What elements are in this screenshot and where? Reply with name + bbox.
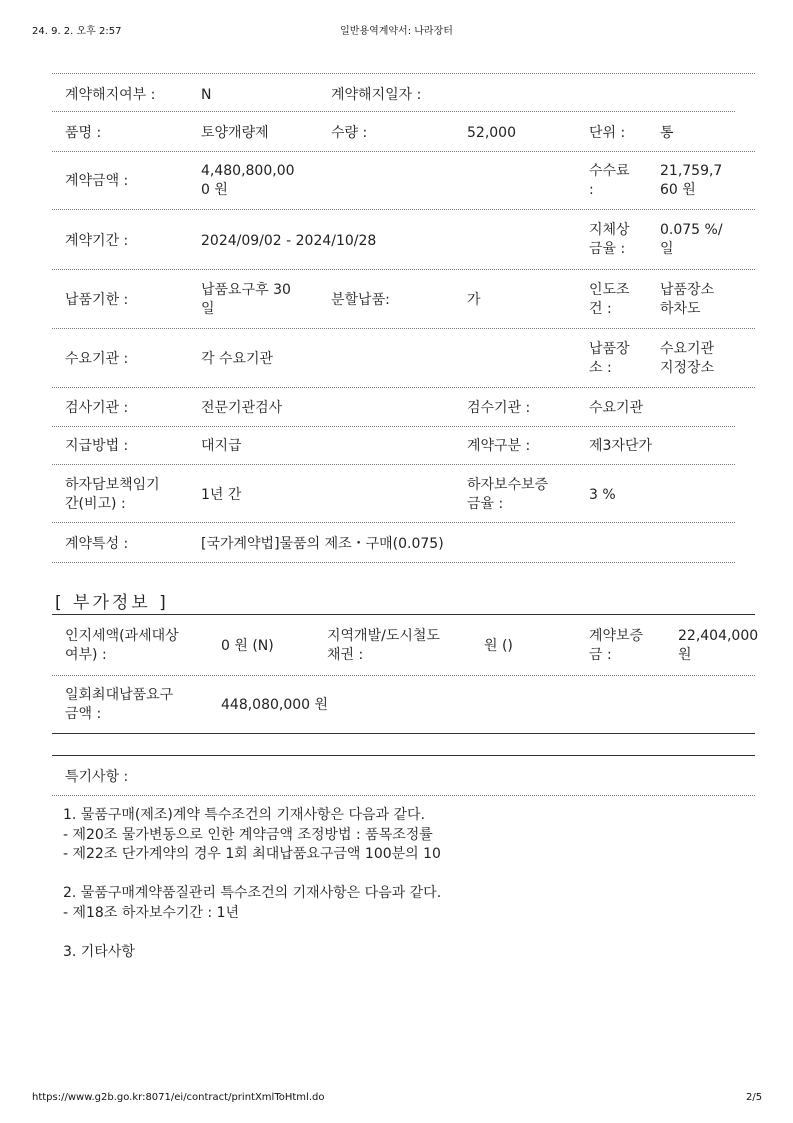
fee-value-line-1: 21,759,7 bbox=[660, 163, 723, 179]
delay-rate-label bbox=[589, 221, 630, 259]
quantity-label: 수량 : bbox=[331, 125, 368, 141]
receive-org-value: 수요기관 bbox=[589, 400, 644, 416]
stamp-tax-value: 0 원 (N) bbox=[221, 638, 274, 654]
row-divider bbox=[52, 464, 735, 465]
row-divider bbox=[52, 151, 755, 152]
fee-label-line-2: : bbox=[589, 182, 594, 198]
row-divider bbox=[52, 209, 755, 210]
partial-delivery-label: 분할납품: bbox=[331, 292, 390, 308]
delivery-deadline-label: 납품기한 : bbox=[65, 292, 129, 308]
warranty-rate-label-line-2: 금율 : bbox=[467, 496, 504, 512]
handover-value-line-2: 하차도 bbox=[660, 301, 701, 317]
row-divider bbox=[52, 562, 735, 563]
guarantee-label-line-1: 계약보증 bbox=[589, 628, 644, 644]
fee-value-line-2: 60 원 bbox=[660, 182, 696, 198]
fee-label-line-1: 수수료 bbox=[589, 163, 630, 179]
contract-type-label: 계약구분 : bbox=[467, 438, 531, 454]
row-divider bbox=[52, 387, 755, 388]
guarantee-value-line-2: 원 bbox=[678, 647, 692, 663]
unit-value: 통 bbox=[660, 125, 674, 141]
delivery-deadline-value bbox=[201, 281, 291, 319]
delivery-place-label bbox=[589, 340, 630, 378]
delay-rate-label-line-2: 금율 : bbox=[589, 241, 626, 257]
warranty-period-label-line-1: 하자담보책임기 bbox=[65, 477, 160, 493]
amount-value bbox=[201, 162, 295, 200]
delay-rate-value-line-2: 일 bbox=[660, 241, 674, 257]
section-divider bbox=[52, 755, 755, 756]
period-value: 2024/09/02 - 2024/10/28 bbox=[201, 233, 377, 249]
receive-org-label: 검수기관 : bbox=[467, 400, 531, 416]
row-divider bbox=[52, 426, 735, 427]
contract-type-value: 제3자단가 bbox=[589, 438, 653, 454]
amount-value-line-1: 4,480,800,00 bbox=[201, 163, 295, 179]
delivery-place-value-line-2: 지정장소 bbox=[660, 360, 715, 376]
warranty-period-label-line-2: 간(비고) : bbox=[65, 496, 126, 512]
special-note-line bbox=[63, 865, 753, 885]
print-title: 일반용역계약서: 나라장터 bbox=[340, 26, 453, 37]
guarantee-label-line-2: 금 : bbox=[589, 647, 612, 663]
demand-org-label: 수요기관 : bbox=[65, 351, 129, 367]
termination-date-label: 계약해지일자 : bbox=[331, 87, 422, 103]
section-title-extra-info: [ 부가정보 ] bbox=[55, 593, 169, 613]
termination-yn-value: N bbox=[201, 87, 212, 103]
page-number: 2/5 bbox=[746, 1092, 763, 1103]
guarantee-label bbox=[589, 627, 643, 665]
bond-label-line-1: 지역개발/도시철도 bbox=[327, 628, 440, 644]
guarantee-value bbox=[678, 627, 758, 665]
delivery-place-value bbox=[660, 340, 714, 378]
stamp-tax-label-line-2: 여부) : bbox=[65, 647, 107, 663]
print-url: https://www.g2b.go.kr:8071/ei/contract/printXmlToHtml.do bbox=[32, 1092, 325, 1103]
warranty-period-value: 1년 간 bbox=[201, 487, 242, 503]
row-divider bbox=[52, 328, 755, 329]
fee-label bbox=[589, 162, 630, 200]
item-name-label: 품명 : bbox=[65, 125, 102, 141]
stamp-tax-label-line-1: 인지세액(과세대상 bbox=[65, 628, 179, 644]
row-divider bbox=[52, 522, 735, 523]
delay-rate-label-line-1: 지체상 bbox=[589, 222, 630, 238]
delivery-place-value-line-1: 수요기관 bbox=[660, 341, 715, 357]
warranty-rate-value: 3 % bbox=[589, 487, 616, 503]
section-divider bbox=[52, 614, 755, 615]
handover-label-line-1: 인도조 bbox=[589, 282, 630, 298]
row-divider bbox=[52, 795, 755, 796]
delivery-deadline-value-line-2: 일 bbox=[201, 301, 215, 317]
bond-value: 원 () bbox=[484, 638, 513, 654]
bond-label-line-2: 채권 : bbox=[327, 647, 364, 663]
delivery-place-label-line-1: 납품장 bbox=[589, 341, 630, 357]
handover-value bbox=[660, 281, 714, 319]
feature-value: [국가계약법]물품의 제조・구매(0.075) bbox=[201, 536, 444, 552]
unit-label: 단위 : bbox=[589, 125, 626, 141]
partial-delivery-value: 가 bbox=[467, 292, 481, 308]
max-delivery-label-line-2: 금액 : bbox=[65, 706, 102, 722]
handover-label bbox=[589, 281, 630, 319]
special-note-line: - 제22조 단가계약의 경우 1회 최대납품요구금액 100분의 10 bbox=[63, 846, 441, 862]
item-name-value: 토양개량제 bbox=[201, 125, 269, 141]
demand-org-value: 각 수요기관 bbox=[201, 351, 274, 367]
max-delivery-value: 448,080,000 원 bbox=[221, 697, 329, 713]
special-note-line bbox=[63, 923, 753, 943]
special-note-line: - 제18조 하자보수기간 : 1년 bbox=[63, 904, 240, 921]
handover-value-line-1: 납품장소 bbox=[660, 282, 715, 298]
handover-label-line-2: 건 : bbox=[589, 301, 612, 317]
delay-rate-value bbox=[660, 221, 723, 259]
special-notes-label: 특기사항 : bbox=[65, 769, 129, 785]
bond-label bbox=[327, 627, 440, 665]
delay-rate-value-line-1: 0.075 %/ bbox=[660, 222, 723, 238]
fee-value bbox=[660, 162, 722, 200]
warranty-rate-label bbox=[467, 476, 548, 514]
feature-label: 계약특성 : bbox=[65, 536, 129, 552]
amount-label: 계약금액 : bbox=[65, 173, 129, 189]
row-divider bbox=[52, 675, 755, 676]
special-notes-body bbox=[63, 806, 753, 962]
inspect-org-label: 검사기관 : bbox=[65, 400, 129, 416]
row-divider bbox=[52, 269, 755, 270]
special-note-line: - 제20조 물가변동으로 인한 계약금액 조정방법 : 품목조정률 bbox=[63, 826, 433, 843]
period-label: 계약기간 : bbox=[65, 233, 129, 249]
row-divider bbox=[52, 111, 735, 112]
payment-label: 지급방법 : bbox=[65, 438, 129, 454]
section-divider bbox=[52, 733, 755, 734]
print-datetime: 24. 9. 2. 오후 2:57 bbox=[32, 26, 122, 37]
row-divider bbox=[52, 73, 755, 74]
max-delivery-label bbox=[65, 686, 173, 724]
special-note-line: 2. 물품구매계약품질관리 특수조건의 기재사항은 다음과 같다. bbox=[63, 885, 442, 901]
max-delivery-label-line-1: 일회최대납품요구 bbox=[65, 687, 174, 703]
warranty-rate-label-line-1: 하자보수보증 bbox=[467, 477, 549, 493]
guarantee-value-line-1: 22,404,000 bbox=[678, 628, 759, 644]
amount-value-line-2: 0 원 bbox=[201, 182, 228, 198]
termination-yn-label: 계약해지여부 : bbox=[65, 87, 156, 103]
special-note-line: 1. 물품구매(제조)계약 특수조건의 기재사항은 다음과 같다. bbox=[63, 807, 426, 823]
warranty-period-label bbox=[65, 476, 160, 514]
inspect-org-value: 전문기관검사 bbox=[201, 400, 283, 416]
stamp-tax-label bbox=[65, 627, 179, 665]
quantity-value: 52,000 bbox=[467, 125, 516, 141]
special-note-line: 3. 기타사항 bbox=[63, 943, 135, 960]
delivery-place-label-line-2: 소 : bbox=[589, 360, 612, 376]
payment-value: 대지급 bbox=[201, 438, 242, 454]
delivery-deadline-value-line-1: 납품요구후 30 bbox=[201, 282, 291, 298]
